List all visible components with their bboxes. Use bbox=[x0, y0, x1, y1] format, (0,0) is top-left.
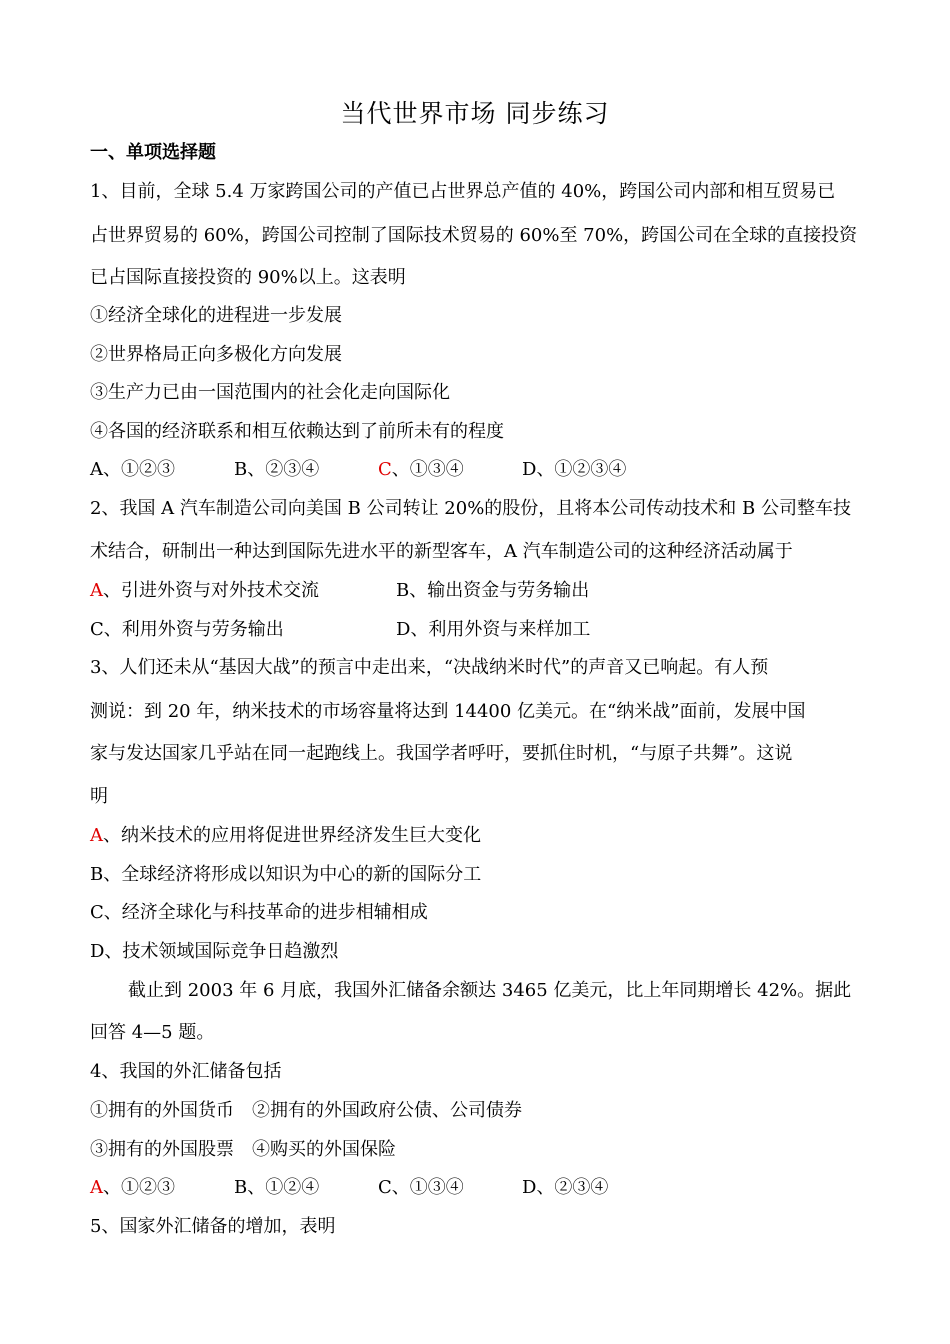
option-text: 、技术领域国际竞争日趋激烈 bbox=[104, 941, 339, 962]
material-line-2: 回答 4—5 题。 bbox=[90, 1022, 215, 1043]
q4-item-row-1: ①拥有的外国货币 ②拥有的外国政府公债、公司债券 bbox=[90, 1100, 522, 1121]
q3-option-b bbox=[90, 863, 481, 887]
q1-item-3: ③生产力已由一国范围内的社会化走向国际化 bbox=[90, 382, 450, 403]
q1-option-d bbox=[522, 458, 626, 482]
option-letter: A bbox=[90, 459, 103, 480]
q4-item-row-2: ③拥有的外国股票 ④购买的外国保险 bbox=[90, 1139, 396, 1160]
q2-stem-line-2: 术结合，研制出一种达到国际先进水平的新型客车，A 汽车制造公司的这种经济活动属于 bbox=[90, 541, 793, 562]
material-line-1: 截止到 2003 年 6 月底，我国外汇储备余额达 3465 亿美元，比上年同期增长 42%。据此 bbox=[128, 980, 852, 1001]
q1-item-1: ①经济全球化的进程进一步发展 bbox=[90, 305, 342, 326]
option-text: 、①②③ bbox=[103, 1177, 175, 1198]
q4-option-a bbox=[90, 1176, 175, 1200]
q2-option-a bbox=[90, 579, 319, 603]
q3-stem-line-1: 3、人们还未从“基因大战”的预言中走出来，“决战纳米时代”的声音又已响起。有人预 bbox=[90, 657, 769, 678]
q1-option-a bbox=[90, 458, 175, 482]
option-letter: D bbox=[522, 1177, 537, 1198]
option-letter: C bbox=[378, 1177, 392, 1198]
section-heading: 一、单项选择题 bbox=[90, 142, 216, 163]
q3-option-c bbox=[90, 901, 428, 925]
q5-stem: 5、国家外汇储备的增加，表明 bbox=[90, 1216, 336, 1237]
q3-option-d bbox=[90, 940, 338, 964]
q2-option-d bbox=[396, 618, 590, 642]
answer-letter: A bbox=[90, 1177, 103, 1198]
option-letter: B bbox=[90, 864, 104, 885]
option-letter: B bbox=[234, 459, 248, 480]
q1-item-4: ④各国的经济联系和相互依赖达到了前所未有的程度 bbox=[90, 421, 504, 442]
q1-stem-line-3: 已占国际直接投资的 90%以上。这表明 bbox=[90, 267, 406, 288]
q1-option-c bbox=[378, 458, 464, 482]
option-text: 、①②④ bbox=[247, 1177, 320, 1198]
option-text: 、②③④ bbox=[536, 1177, 609, 1198]
q3-option-a bbox=[90, 824, 481, 848]
q3-stem-line-2: 测说：到 20 年，纳米技术的市场容量将达到 14400 亿美元。在“纳米战”面前，发展中国 bbox=[90, 701, 806, 722]
option-letter: B bbox=[234, 1177, 248, 1198]
option-text: 、输出资金与劳务输出 bbox=[409, 580, 590, 601]
page-title: 当代世界市场 同步练习 bbox=[340, 99, 610, 128]
q2-option-c bbox=[90, 618, 284, 642]
option-letter: D bbox=[396, 619, 411, 640]
q4-option-c bbox=[378, 1176, 464, 1200]
option-text: 、①③④ bbox=[391, 1177, 464, 1198]
q1-stem-line-1: 1、目前，全球 5.4 万家跨国公司的产值已占世界总产值的 40%，跨国公司内部和相互贸易已 bbox=[90, 181, 836, 202]
answer-letter: C bbox=[378, 459, 392, 480]
answer-letter: A bbox=[90, 825, 103, 846]
option-text: 、经济全球化与科技革命的进步相辅相成 bbox=[103, 902, 428, 923]
option-text: 、纳米技术的应用将促进世界经济发生巨大变化 bbox=[103, 825, 481, 846]
q4-stem: 4、我国的外汇储备包括 bbox=[90, 1061, 282, 1082]
q2-stem-line-1: 2、我国 A 汽车制造公司向美国 B 公司转让 20%的股份，且将本公司传动技术和 B 公司整车技 bbox=[90, 498, 851, 519]
option-text: 、①②③ bbox=[103, 459, 175, 480]
q2-option-b bbox=[396, 579, 589, 603]
option-letter: D bbox=[522, 459, 537, 480]
q1-option-b bbox=[234, 458, 319, 482]
option-letter: B bbox=[396, 580, 410, 601]
answer-letter: A bbox=[90, 580, 103, 601]
q1-item-2: ②世界格局正向多极化方向发展 bbox=[90, 344, 342, 365]
q1-stem-line-2: 占世界贸易的 60%，跨国公司控制了国际技术贸易的 60%至 70%，跨国公司在全球的直接投资 bbox=[90, 225, 858, 246]
q3-stem-line-4: 明 bbox=[90, 786, 108, 807]
q3-stem-line-3: 家与发达国家几乎站在同一起跑线上。我国学者呼吁，要抓住时机，“与原子共舞”。这说 bbox=[90, 743, 793, 764]
q4-option-d bbox=[522, 1176, 608, 1200]
option-letter: C bbox=[90, 902, 104, 923]
option-letter: C bbox=[90, 619, 104, 640]
option-text: 、①③④ bbox=[391, 459, 464, 480]
option-text: 、全球经济将形成以知识为中心的新的国际分工 bbox=[103, 864, 482, 885]
option-text: 、利用外资与劳务输出 bbox=[103, 619, 284, 640]
option-text: 、利用外资与来样加工 bbox=[410, 619, 591, 640]
option-letter: D bbox=[90, 941, 105, 962]
option-text: 、①②③④ bbox=[536, 459, 627, 480]
option-text: 、②③④ bbox=[247, 459, 320, 480]
option-text: 、引进外资与对外技术交流 bbox=[103, 580, 319, 601]
q4-option-b bbox=[234, 1176, 319, 1200]
